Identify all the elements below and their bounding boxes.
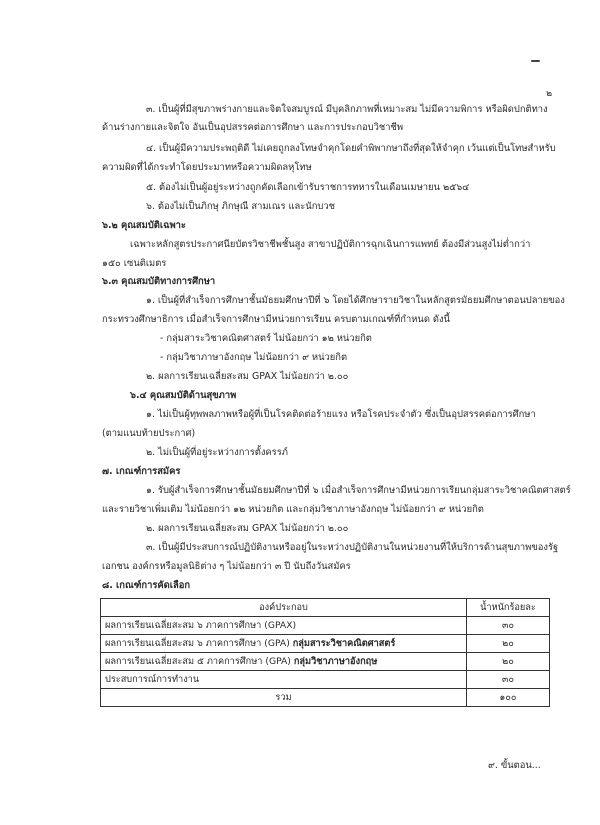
row-weight: ๒๐ [467,653,550,671]
special-line-2: ๑๕๐ เซนติเมตร [102,258,167,269]
section-heading-application: ๗. เกณฑ์การสมัคร [102,466,181,477]
qual-item-6: ๖. ต้องไม่เป็นภิกษุ ภิกษุณี สามเณร และนักบวช [146,201,335,212]
row-component: ผลการเรียนเฉลี่ยสะสม ๖ ภาคการศึกษา (GPA) กลุ่มสาระวิชาคณิตศาสตร์ [101,635,467,653]
table-total-row [101,689,550,707]
continued-note: ๙. ขั้นตอน... [488,760,541,771]
section-heading-health: ๖.๔ คุณสมบัติด้านสุขภาพ [130,390,237,401]
special-line-1: เฉพาะหลักสูตรประกาศนียบัตรวิชาชีพชั้นสูง สาขาปฏิบัติการฉุกเฉินการแพทย์ ต้องมีส่วนสูงไม่ต่ำกว่า [130,239,531,250]
row-component: ผลการเรียนเฉลี่ยสะสม ๖ ภาคการศึกษา (GPAX) [101,617,467,635]
row-component: ผลการเรียนเฉลี่ยสะสม ๕ ภาคการศึกษา (GPA) กลุ่มวิชาภาษาอังกฤษ [101,653,467,671]
edu-sub-2: - กลุ่มวิชาภาษาอังกฤษ ไม่น้อยกว่า ๙ หน่วยกิต [160,352,348,363]
app-item-2: ๒. ผลการเรียนเฉลี่ยสะสม GPAX ไม่น้อยกว่า ๒.๐๐ [146,523,349,534]
table-row [101,617,550,635]
edu-item-1-cont: กระทรวงศึกษาธิการ เมื่อสำเร็จการศึกษามีหน่วยการเรียน ครบตามเกณฑ์ที่กำหนด ดังนี้ [102,314,450,325]
table-row [101,671,550,689]
total-value: ๑๐๐ [467,689,550,707]
table-row [101,653,550,671]
edu-item-1: ๑. เป็นผู้ที่สำเร็จการศึกษาชั้นมัธยมศึกษาปีที่ ๖ โดยได้ศึกษารายวิชาในหลักสูตรมัธยมศึกษาตอนปลายของ [146,295,565,306]
row-weight: ๓๐ [467,617,550,635]
qual-item-4: ๔. เป็นผู้มีความประพฤติดี ไม่เคยถูกลงโทษจำคุกโดยคำพิพากษาถึงที่สุดให้จำคุก เว้นแต่เป็นโทษสำหรับ [146,143,556,154]
selection-criteria-table [100,598,550,707]
row-component: ประสบการณ์การทำงาน [101,671,467,689]
qual-item-3-cont: ด้านร่างกายและจิตใจ อันเป็นอุปสรรคต่อการศึกษา และการประกอบวิชาชีพ [102,122,404,133]
row-weight: ๓๐ [467,671,550,689]
app-item-1: ๑. รับผู้สำเร็จการศึกษาชั้นมัธยมศึกษาปีที่ ๖ เมื่อสำเร็จการศึกษามีหน่วยการเรียนกลุ่มสาระวิชาคณิตศาสตร์ [146,485,571,496]
health-item-1: ๑. ไม่เป็นผู้ทุพพลภาพหรือผู้ที่เป็นโรคติดต่อร้ายแรง หรือโรคประจำตัว ซึ่งเป็นอุปสรรคต่อการศึกษา [146,409,536,420]
edu-item-2: ๒. ผลการเรียนเฉลี่ยสะสม GPAX ไม่น้อยกว่า ๒.๐๐ [146,371,349,382]
qual-item-4-cont: ความผิดที่ได้กระทำโดยประมาทหรือความผิดลหุโทษ [102,162,312,173]
edu-sub-1: - กลุ่มสาระวิชาคณิตศาสตร์ ไม่น้อยกว่า ๑๒ หน่วยกิต [160,333,372,344]
col-header-weight: น้ำหนักร้อยละ [467,599,550,617]
section-heading-special: ๖.๒ คุณสมบัติเฉพาะ [102,220,186,231]
health-item-1-cont: (ตามแนบท้ายประกาศ) [102,428,196,439]
row-weight: ๒๐ [467,635,550,653]
page-number: ๒ [546,89,552,99]
app-item-3: ๓. เป็นผู้มีประสบการณ์ปฏิบัติงานหรืออยู่ในระหว่างปฏิบัติงานในหน่วยงานที่ให้บริการด้านสุขภาพของรัฐ [146,542,559,553]
app-item-1-cont: และรายวิชาเพิ่มเติม ไม่น้อยกว่า ๑๒ หน่วยกิต และกลุ่มวิชาภาษาอังกฤษ ไม่น้อยกว่า ๙ หน่วยกิต [102,504,484,515]
scan-mark [531,60,540,62]
section-heading-selection: ๘. เกณฑ์การคัดเลือก [102,580,191,591]
qual-item-5: ๕. ต้องไม่เป็นผู้อยู่ระหว่างถูกคัดเลือกเข้ารับราชการทหารในเดือนเมษายน ๒๕๖๔ [146,182,470,193]
app-item-3-cont: เอกชน องค์กรหรือมูลนิธิต่าง ๆ ไม่น้อยกว่า ๓ ปี นับถึงวันสมัคร [102,561,351,572]
table-row [101,635,550,653]
table-header-row [101,599,550,617]
col-header-component: องค์ประกอบ [101,599,467,617]
health-item-2: ๒. ไม่เป็นผู้ที่อยู่ระหว่างการตั้งครรภ์ [146,447,288,458]
total-label: รวม [101,689,467,707]
section-heading-education: ๖.๓ คุณสมบัติทางการศึกษา [102,276,216,287]
qual-item-3: ๓. เป็นผู้ที่มีสุขภาพร่างกายและจิตใจสมบูรณ์ มีบุคลิกภาพที่เหมาะสม ไม่มีความพิการ หรือผิดปกติทาง [146,104,548,115]
